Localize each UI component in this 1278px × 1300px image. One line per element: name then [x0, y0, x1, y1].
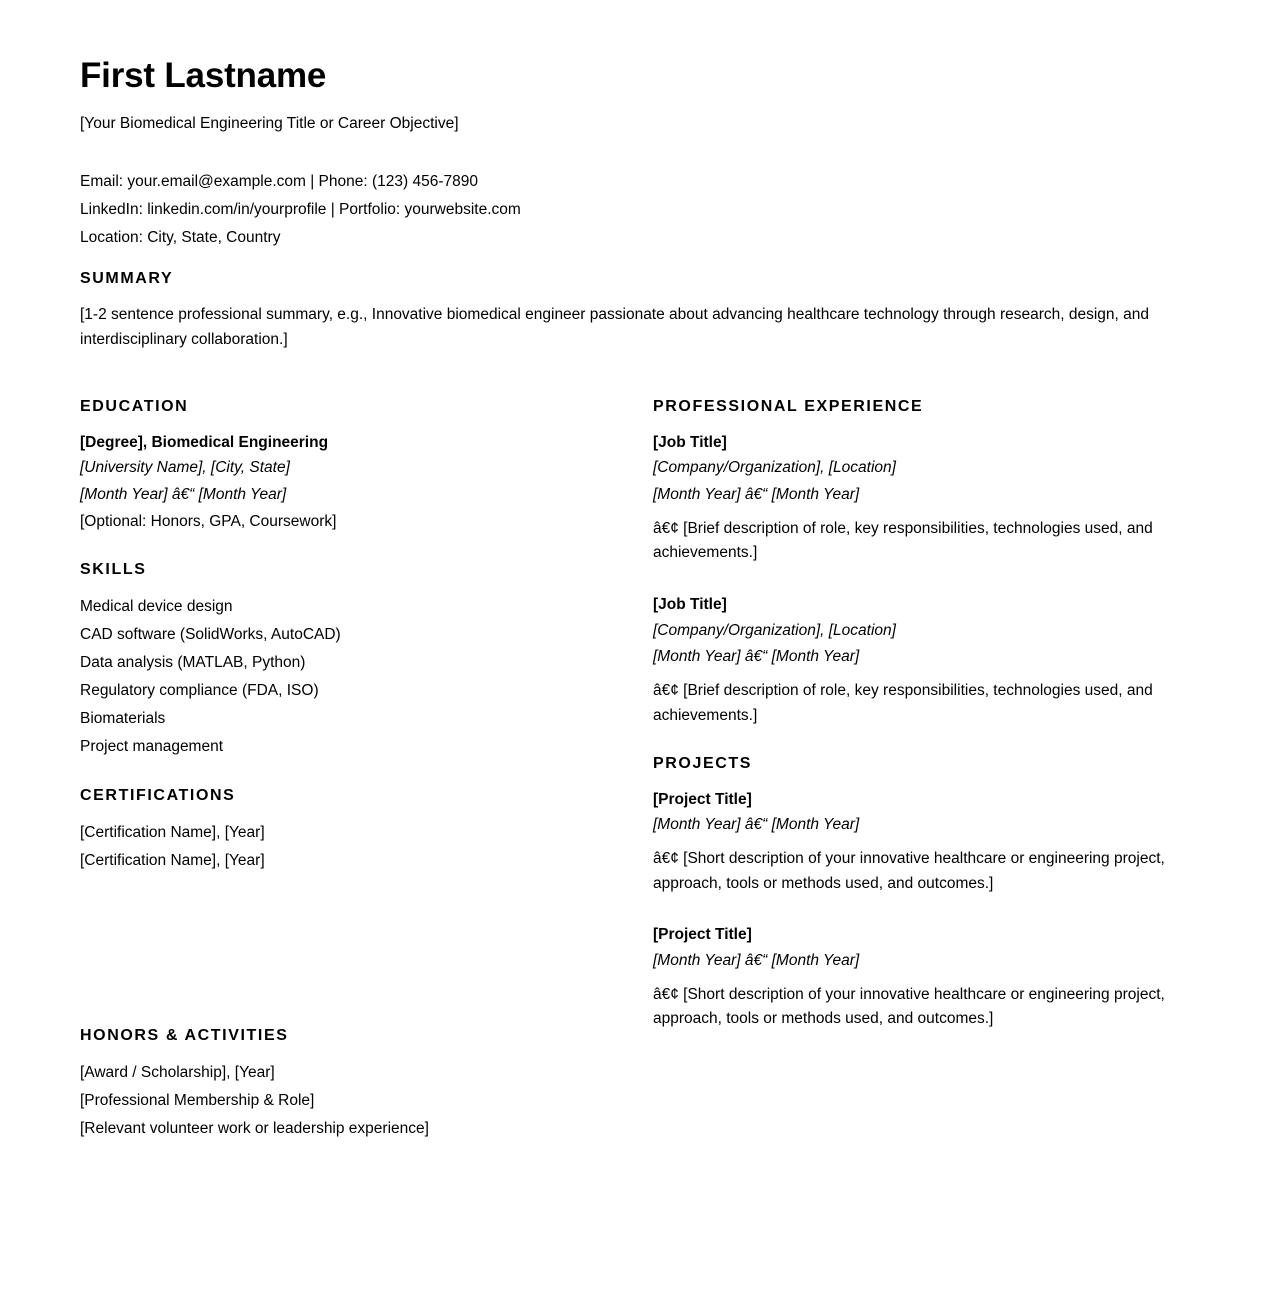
- project-description: â€¢ [Short description of your innovative healthcare or engineering project, approach, tools or methods used, and outcomes.]: [653, 849, 1165, 892]
- section-projects: [653, 755, 1170, 1033]
- body-columns: [80, 392, 1170, 1144]
- list-item: Regulatory compliance (FDA, ISO): [80, 682, 319, 700]
- resume-content: [80, 56, 1170, 1143]
- experience-dates: [Month Year] â€“ [Month Year]: [653, 648, 860, 666]
- contact-line-location: Location: City, State, Country: [80, 228, 281, 246]
- education-degree: [Degree], Biomedical Engineering: [80, 433, 329, 451]
- honors-list: [80, 1059, 593, 1143]
- contact-line-email-phone: Email: your.email@example.com | Phone: (123) 456-7890: [80, 172, 478, 190]
- section-heading-skills: SKILLS: [80, 561, 147, 579]
- project-dates: [Month Year] â€“ [Month Year]: [653, 952, 860, 970]
- left-column: [80, 392, 593, 1144]
- list-item: Biomaterials: [80, 710, 166, 728]
- list-item: [Certification Name], [Year]: [80, 852, 265, 870]
- section-heading-certifications: CERTIFICATIONS: [80, 787, 236, 805]
- experience-company: [Company/Organization], [Location]: [653, 621, 896, 639]
- section-skills: [80, 561, 593, 761]
- contact-line-linkedin-portfolio: LinkedIn: linkedin.com/in/yourprofile | Portfolio: yourwebsite.com: [80, 200, 521, 218]
- section-certifications: [80, 787, 593, 875]
- experience-company: [Company/Organization], [Location]: [653, 459, 896, 477]
- skills-list: [80, 593, 593, 761]
- list-item: Project management: [80, 738, 224, 756]
- section-heading-summary: SUMMARY: [80, 269, 174, 287]
- project-dates: [Month Year] â€“ [Month Year]: [653, 816, 860, 834]
- project-title: [Project Title]: [653, 926, 752, 944]
- section-experience: [653, 398, 1170, 729]
- summary-text: [1-2 sentence professional summary, e.g., Innovative biomedical engineer passionate about advancing healthcare technology through research, design, and interdisciplinary collaboration.]: [80, 305, 1150, 348]
- experience-entry: [653, 592, 1170, 728]
- section-heading-honors: HONORS & ACTIVITIES: [80, 1027, 289, 1045]
- experience-job-title: [Job Title]: [653, 433, 727, 451]
- honors-spacer: [80, 901, 593, 1009]
- project-entry: [653, 922, 1170, 1032]
- candidate-name: First Lastname: [80, 56, 327, 95]
- section-education: [80, 398, 593, 536]
- list-item: [Award / Scholarship], [Year]: [80, 1064, 275, 1082]
- section-honors: [80, 1027, 593, 1143]
- list-item: Data analysis (MATLAB, Python): [80, 654, 306, 672]
- experience-entry: [653, 430, 1170, 566]
- project-description: â€¢ [Short description of your innovative healthcare or engineering project, approach, tools or methods used, and outcomes.]: [653, 985, 1165, 1028]
- section-heading-education: EDUCATION: [80, 397, 189, 415]
- project-entry: [653, 787, 1170, 897]
- experience-description: â€¢ [Brief description of role, key responsibilities, technologies used, and achievements.]: [653, 682, 1153, 724]
- list-item: [Professional Membership & Role]: [80, 1092, 315, 1110]
- education-optional: [Optional: Honors, GPA, Coursework]: [80, 512, 337, 530]
- experience-job-title: [Job Title]: [653, 596, 727, 614]
- education-entry: [80, 430, 593, 536]
- education-institution: [University Name], [City, State]: [80, 459, 290, 477]
- experience-description: â€¢ [Brief description of role, key responsibilities, technologies used, and achievements.]: [653, 519, 1153, 562]
- education-dates: [Month Year] â€“ [Month Year]: [80, 485, 287, 503]
- experience-dates: [Month Year] â€“ [Month Year]: [653, 485, 860, 503]
- certifications-list: [80, 819, 593, 875]
- section-heading-projects: PROJECTS: [653, 754, 753, 772]
- right-column: [653, 392, 1170, 1033]
- project-title: [Project Title]: [653, 790, 752, 808]
- resume-header: [80, 56, 1170, 252]
- contact-block: [80, 168, 1170, 252]
- candidate-tagline: [Your Biomedical Engineering Title or Career Objective]: [80, 115, 459, 133]
- list-item: [Certification Name], [Year]: [80, 824, 265, 842]
- section-summary: [80, 270, 1170, 352]
- list-item: CAD software (SolidWorks, AutoCAD): [80, 626, 341, 644]
- section-heading-experience: PROFESSIONAL EXPERIENCE: [653, 397, 924, 415]
- list-item: [Relevant volunteer work or leadership experience]: [80, 1120, 429, 1138]
- list-item: Medical device design: [80, 598, 233, 616]
